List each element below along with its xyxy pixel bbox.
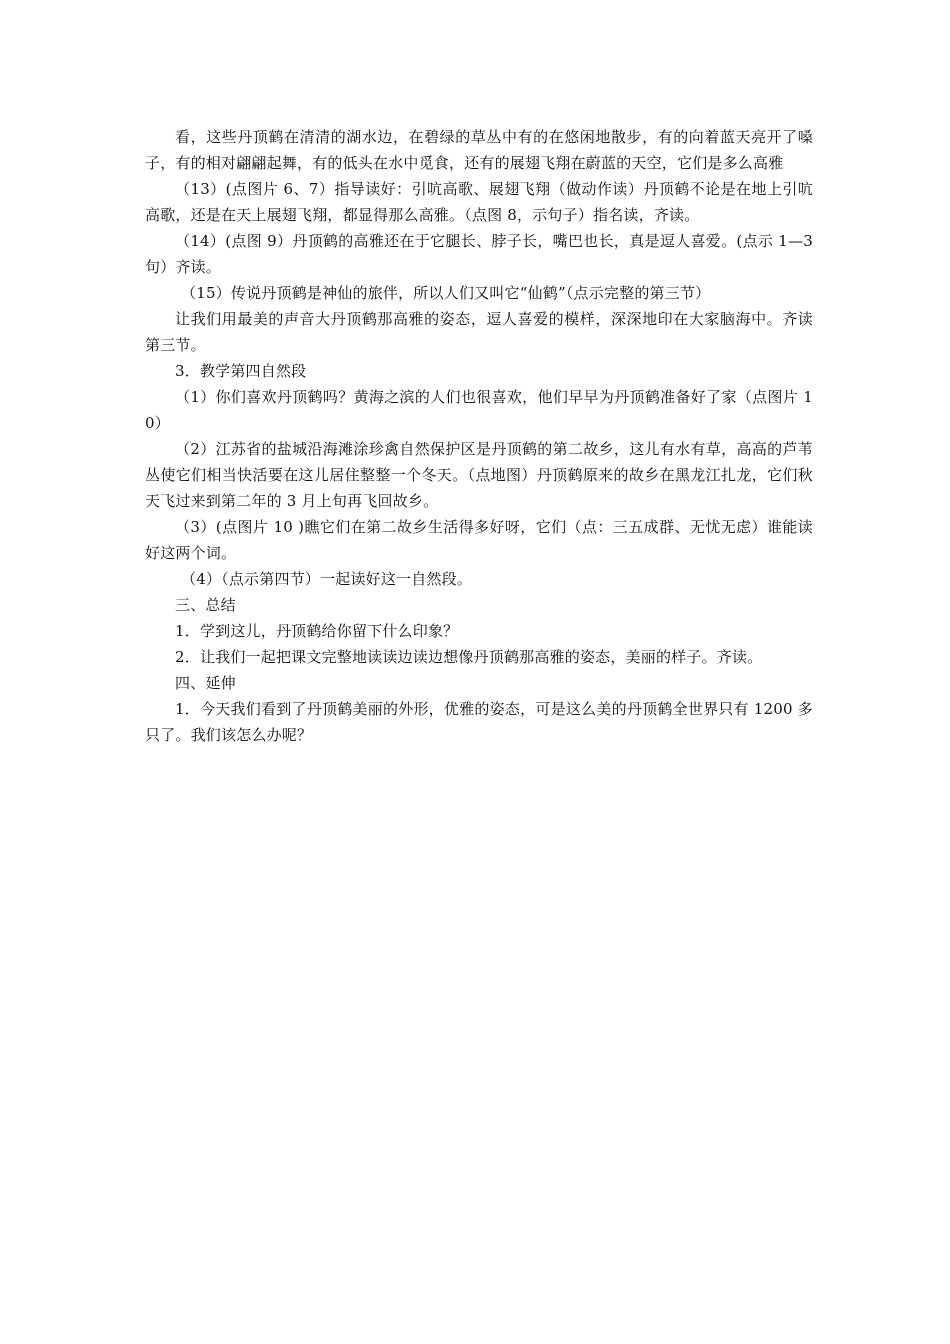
paragraph-step-1: （1）你们喜欢丹顶鹤吗？黄海之滨的人们也很喜欢，他们早早为丹顶鹤准备好了家（点图片 10）	[145, 388, 813, 432]
paragraph-crane-description: 看，这些丹顶鹤在清清的湖水边，在碧绿的草丛中有的在悠闲地散步，有的向着蓝天亮开了嗓子，有的相对翩翩起舞，有的低头在水中觅食，还有的展翅飞翔在蔚蓝的天空，它们是多么高雅	[145, 128, 813, 172]
heading-extension: 四、延伸	[175, 674, 236, 692]
paragraph-step-2: （2）江苏省的盐城沿海滩涂珍禽自然保护区是丹顶鹤的第二故乡，这儿有水有草，高高的芦苇丛使它们相当快活要在这儿居住整整一个冬天。（点地图）丹顶鹤原来的故乡在黑龙江扎龙，它们秋天飞过来到第二年的 3 月上旬再飞回故乡。	[145, 440, 813, 510]
paragraph-step-14: （14）(点图 9）丹顶鹤的高雅还在于它腿长、脖子长，嘴巴也长，真是逗人喜爱。(点示 1—3 句）齐读。	[145, 232, 813, 276]
heading-teach-paragraph-4: 3．教学第四自然段	[175, 362, 307, 380]
paragraph-summary-2: 2．让我们一起把课文完整地读读边读边想像丹顶鹤那高雅的姿态，美丽的样子。齐读。	[175, 648, 763, 666]
heading-summary: 三、总结	[175, 596, 236, 614]
paragraph-summary-1: 1．学到这儿，丹顶鹤给你留下什么印象？	[175, 622, 459, 640]
paragraph-step-4: （4）（点示第四节）一起读好这一自然段。	[181, 570, 473, 588]
paragraph-read-section-3: 让我们用最美的声音大丹顶鹤那高雅的姿态，逗人喜爱的模样，深深地印在大家脑海中。齐读第三节。	[145, 310, 813, 354]
paragraph-step-13: （13）(点图片 6、7）指导读好：引吭高歌、展翅飞翔（做动作读）丹顶鹤不论是在地上引吭高歌，还是在天上展翅飞翔，都显得那么高雅。（点图 8，示句子）指名读，齐读。	[145, 180, 813, 224]
paragraph-extension-1: 1．今天我们看到了丹顶鹤美丽的外形，优雅的姿态，可是这么美的丹顶鹤全世界只有 1200 多只了。我们该怎么办呢？	[145, 700, 813, 744]
paragraph-step-15: （15）传说丹顶鹤是神仙的旅伴，所以人们又叫它“仙鹤”（点示完整的第三节）	[181, 284, 711, 302]
document-body	[145, 124, 813, 748]
paragraph-step-3: （3）(点图片 10 )瞧它们在第二故乡生活得多好呀，它们（点：三五成群、无忧无虑）谁能读好这两个词。	[145, 518, 813, 562]
